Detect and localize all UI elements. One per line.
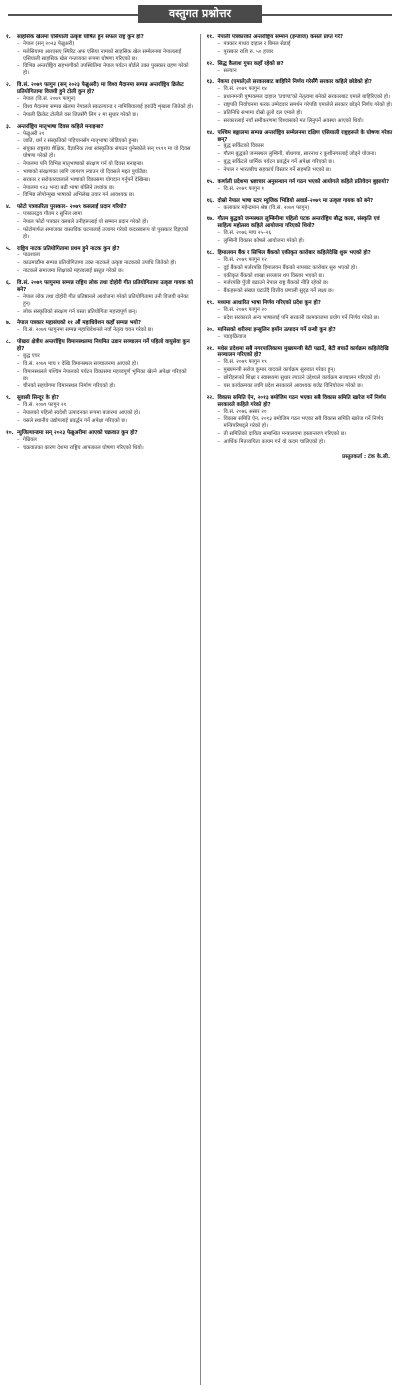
question-label: कर्णाली प्रदेशमा भ्रष्टाचार अनुसन्धान गर्न गठन भएको आयोगले कहिले प्रतिवेदन बुझायो?: [217, 178, 390, 185]
answer-line: – दुई बैंकको मर्जरपछि हिमालयन बैंकको नामबाट कारोबार सुरु भएको हो।: [218, 265, 395, 272]
answer-line: – नेपाल लोक तथा दोहोरी गीत प्रतिष्ठानले आयोजना गरेको प्रतियोगितामा उनी विजयी बनेका हुन्।: [17, 294, 194, 308]
question-item: [207, 300, 395, 322]
question-number: २०.: [206, 326, 215, 333]
answer-line: – लोक संस्कृतिको संरक्षण गर्न यस्ता प्रतियोगिता महत्त्वपूर्ण छन्।: [17, 309, 194, 316]
answer-line: – नेपालको पहिलो स्वदेशी उत्पादनका रूपमा बजारमा आएको हो।: [17, 410, 194, 417]
answer-line: – वि.सं. २०७६ असार २०: [218, 409, 395, 416]
question-text: [6, 339, 194, 353]
question-item: [207, 216, 395, 245]
answer-line: – चीनको सहयोगमा विमानस्थल निर्माण गरिएको हो।: [17, 383, 194, 390]
answer-line: – बुद्ध एयर: [17, 353, 194, 360]
question-text: [207, 327, 395, 334]
answer-block: [17, 252, 194, 275]
question-number: ४.: [6, 204, 11, 211]
answer-line: – गौतम बुद्धको जन्मस्थल लुम्बिनी, बोधगया, सारनाथ र कुशीनगरलाई जोड्ने योजना।: [218, 151, 395, 158]
answer-line: – भाषाको संरक्षणका लागि जागरण ल्याउन यो दिवसले मद्दत पुर्याउँछ।: [17, 169, 194, 176]
answer-block: [218, 230, 395, 245]
answer-block: [17, 437, 194, 452]
answer-line: – सरकार र सरोकारवालाले भाषाको विकासमा योगदान गर्नुपर्ने देखिन्छ।: [17, 177, 194, 184]
question-item: [207, 327, 395, 341]
answer-block: [218, 143, 395, 173]
question-number: १८.: [206, 249, 215, 256]
header: [0, 4, 400, 24]
answer-block: [17, 327, 194, 334]
answer-line: – नेपाल र भारतबीच सहकार्य विस्तार गर्ने सहमति भएको छ।: [218, 167, 395, 174]
answer-line: – वि.सं. २०७९ फागुन १४: [218, 86, 395, 93]
answer-line: – संयुक्त राष्ट्रसंघ शैक्षिक, वैज्ञानिक तथा सांस्कृतिक संगठन युनेस्कोले सन् १९९९ मा यो दिवस घोषणा गरेको हो।: [17, 146, 194, 160]
answer-line: – लुम्बिनी विकास कोषले आयोजना गरेको हो।: [218, 238, 395, 245]
answer-line: – वि.सं. २०७९ फागुन २१: [17, 402, 194, 409]
question-text: [207, 61, 395, 68]
answer-line: – नेपाल फोटो पत्रकार क्लबले उनीहरूलाई यो सम्मान प्रदान गरेको हो।: [17, 219, 194, 226]
answer-line: – पत्रकारद्वय गौतम र सुनिल लामा: [17, 211, 194, 218]
answer-line: – वि.सं. २०७९ माघ १ देखि विमानस्थल सञ्चालनमा आएको हो।: [17, 361, 194, 368]
question-item: [207, 250, 395, 295]
answer-block: [17, 131, 194, 200]
answer-line: – प्रदेश सरकारले अन्य भाषालाई पनि सरकारी कामकाजमा प्रयोग गर्ने निर्णय गरेको छ।: [218, 315, 395, 322]
question-number: १३.: [206, 79, 215, 86]
answer-line: – मलेसियामा आरएसए स्पिरिट अफ एसिया नामको साहसिक खेल सम्मेलनमा नेपाललाई एसियाली साहसिक खेल गन्तव्यका रूपमा घोषणा गरिएको छ।: [17, 49, 194, 63]
answer-line: – विभिन्न अन्तर्राष्ट्रिय सहभागीको उपस्थितिमा नेपाल पर्यटन बोर्डले उक्त पुरस्कार ग्रहण गरेको हो।: [17, 63, 194, 77]
answer-line: – प्रधानमन्त्री पुष्पकमल दाहाल 'प्रचण्ड'को नेतृत्वमा बनेको सरकारबाट एमाले बाहिरिएको हो।: [218, 94, 395, 101]
answer-line: – बैंकहरूको संख्या घटाउँदै वित्तीय प्रणाली सुदृढ गर्ने लक्ष्य छ।: [218, 288, 395, 295]
page-title: वस्तुगत प्रश्नोत्तर: [138, 5, 262, 23]
question-text: [6, 34, 194, 41]
answer-line: – प्याङ्क्रियाज: [218, 334, 395, 341]
answer-line: – वि.सं. २०७९ फागुन १९: [218, 359, 395, 366]
answer-line: – सल्यान: [218, 68, 395, 75]
question-item: [207, 198, 395, 212]
question-text: [207, 216, 395, 230]
question-label: न्युजिल्यान्डमा सन् २०२३ फेब्रुअरीमा आएको चक्रवात कुन हो?: [17, 429, 138, 436]
answer-block: [17, 41, 194, 77]
question-item: [6, 395, 194, 424]
question-number: १४.: [206, 129, 215, 136]
question-text: [207, 300, 395, 307]
question-text: [207, 346, 395, 360]
answer-block: [218, 86, 395, 124]
answer-line: – नेपाल (वि.सं. २०७९ फागुन): [17, 96, 194, 103]
question-item: [6, 34, 194, 77]
question-item: [6, 82, 194, 118]
column-divider: [200, 34, 201, 1385]
answer-line: – काठमाडौंमा सम्पन्न प्रतियोगितामा उक्त नाटकले उत्कृष्ट नाटकको उपाधि जितेको हो।: [17, 260, 194, 267]
answer-line: – वि.सं. २०७९ फागुन २०: [218, 307, 395, 314]
answer-block: [218, 186, 395, 193]
question-text: [207, 130, 395, 144]
answer-line: – चक्रवातका कारण देशमा राष्ट्रिय आपत्काल घोषणा गरिएको थियो।: [17, 445, 194, 452]
answer-line: – कलाकार महेन्द्रमान श्रेष्ठ (वि.सं. २०७९ फागुन): [218, 205, 395, 212]
question-number: २२.: [206, 394, 215, 401]
answer-line: – प्रतिनिधि सभामा दोस्रो ठूलो दल एमाले हो।: [218, 110, 395, 117]
answer-line: – नेपाली क्रिकेट टोलीले यस जितसँगै लिग २ मा सुधार गरेको छ।: [17, 112, 194, 119]
question-label: विकास समिति ऐन, २०१३ बमोजिम गठन भएका सबै विकास समिति खारेज गर्ने निर्णय सरकारले कहिले गरेको हो?: [217, 394, 386, 408]
question-item: [6, 124, 194, 200]
question-item: [207, 395, 395, 446]
answer-block: [17, 353, 194, 390]
question-number: १५.: [206, 178, 215, 185]
question-text: [207, 34, 395, 41]
columns: [6, 34, 394, 1385]
question-label: अन्तर्राष्ट्रिय मातृभाषा दिवस कहिले मनाइन्छ?: [17, 123, 104, 130]
answer-line: – नेपाल (सन् २०२३ फेब्रुअरी): [17, 41, 194, 48]
question-number: १६.: [206, 197, 215, 204]
answer-block: [17, 96, 194, 119]
question-item: [207, 130, 395, 174]
answer-block: [17, 211, 194, 240]
question-label: नेकपा (एमाले)ले सरकारबाट बाहिरिने निर्णय गरेसँगै सरकार कहिले छोडेको हो?: [217, 79, 372, 86]
question-label: सुवासी सिन्दूर के हो?: [17, 395, 60, 402]
question-label: वि.सं. २०७९ फागुनमा सम्पन्न राष्ट्रिय लोक तथा दोहोरी गीत प्रतियोगितामा उत्कृष्ट गायक को बने?: [17, 280, 194, 293]
question-number: १०.: [6, 429, 14, 436]
question-item: [6, 246, 194, 275]
question-label: मध्यमा आधारित भाषा निर्णय गरिएको प्रदेश कुन हो?: [217, 300, 321, 307]
question-text: [6, 280, 194, 294]
question-number: ११.: [206, 34, 215, 40]
question-item: [207, 346, 395, 390]
question-label: राष्ट्रिय नाटक प्रतियोगितामा प्रथम हुने नाटक कुन हो?: [17, 245, 120, 252]
question-label: पोखरा क्षेत्रीय अन्तर्राष्ट्रिय विमानस्थलमा नियमित उडान सञ्चालन गर्ने पहिलो वायुसेवा कुन हो?: [17, 339, 190, 353]
question-item: [6, 320, 194, 334]
question-item: [6, 204, 194, 240]
answer-line: – वि.सं. २०७६ माघ २५–२६: [218, 230, 395, 237]
question-number: ७.: [6, 320, 11, 327]
question-number: १२.: [206, 60, 215, 67]
question-number: ८.: [6, 339, 11, 346]
question-label: पश्चिम बङ्गालमा सम्पन्न अन्तर्राष्ट्रिय सम्मेलनमा दक्षिण एसियाली राष्ट्रहरूले के घोषणा गरेका छन्?: [217, 129, 393, 143]
question-item: [207, 34, 395, 56]
question-label: नेपाली पत्रकारको अन्तर्राष्ट्रिय सम्मान (इन्जाज) कसले प्राप्त गरे?: [217, 34, 344, 40]
question-text: [207, 395, 395, 409]
answer-block: [218, 205, 395, 212]
question-number: १९.: [206, 300, 215, 307]
answer-line: – यसले स्थानीय उद्योगलाई प्रवर्द्धन गर्ने अपेक्षा गरिएको छ।: [17, 418, 194, 425]
answer-line: – पाठशाला: [17, 252, 194, 259]
question-item: [6, 280, 194, 315]
answer-line: – वि.सं. २०७९ फागुन १२: [218, 257, 395, 264]
answer-line: – विभिन्न लोपोन्मुख भाषाको अभिलेख तयार गर्न आवश्यक छ।: [17, 192, 194, 199]
question-text: [207, 250, 395, 257]
answer-line: – फेब्रुअरी २१: [17, 131, 194, 138]
answer-block: [218, 68, 395, 75]
answer-line: – जाति, धर्म र संस्कृतिको पहिचानसँग मातृभाषा जोडिएको हुन्छ।: [17, 138, 194, 145]
answer-line: – मुख्यमन्त्री सरोज कुमार यादवले कार्यक्रम सुरुवात गरेका हुन्।: [218, 367, 395, 374]
answer-block: [218, 409, 395, 446]
question-text: [6, 430, 194, 437]
question-label: साहसिक खेलमा एसियाली उत्कृष्ट घोषित हुन सफल राष्ट्र कुन हो?: [17, 34, 144, 40]
question-label: वि.सं. २०७९ फागुन (सन् २०२३ फेब्रुअरी) मा विश्व मैदानमा सम्पन्न अन्तर्राष्ट्रिय क्रिकेट प्रतियोगितामा विजयी हुने टोली कुन हो?: [17, 82, 184, 96]
question-item: [207, 61, 395, 75]
answer-line: – यस कार्यक्रमका लागि प्रदेश सरकारले आवश्यक बजेट विनियोजन गरेको छ।: [218, 383, 395, 390]
answer-block: [218, 257, 395, 295]
answer-line: – बुद्ध सर्किटले धार्मिक पर्यटन प्रवर्द्धन गर्ने अपेक्षा गरिएको छ।: [218, 159, 395, 166]
answer-block: [218, 334, 395, 341]
answer-line: – ती समितिको दायित्व सम्बन्धित मन्त्रालयमा हस्तान्तरण गरिएको छ।: [218, 431, 395, 438]
question-item: [6, 430, 194, 452]
answer-line: – विकास समिति ऐन, २०१३ बमोजिम गठन भएका सबै विकास समिति खारेज गर्ने निर्णय मन्त्रिपरिषद्ले गरेको हो।: [218, 416, 395, 430]
question-number: २.: [6, 82, 11, 89]
answer-line: – सरकारलाई नयाँ समीकरणमा विश्वासको मत लिनुपर्ने अवस्था आएको थियो।: [218, 118, 395, 125]
answer-line: – पत्रकार माधव दाहाल र बिमल सेडाई: [218, 41, 395, 48]
answer-block: [218, 307, 395, 322]
question-text: [6, 246, 194, 253]
answer-line: – नेपालमा १२३ भन्दा बढी भाषा बोलिने तथ्यांक छ।: [17, 185, 194, 192]
answer-line: – छोरीहरूको शिक्षा र स्वास्थ्यमा सुधार ल्याउने उद्देश्यले कार्यक्रम सञ्चालन गरिएको हो।: [218, 375, 395, 382]
answer-block: [17, 402, 194, 425]
answer-line: – पुरस्कार राशि रु. ५० हजार: [218, 49, 395, 56]
answer-line: – मर्जरपछि पुँजी बढाउने नेपाल राष्ट्र बैंकको नीति रहेको छ।: [218, 280, 395, 287]
question-number: ३.: [6, 123, 11, 130]
question-text: [6, 124, 194, 131]
question-label: हिमालयन बैंक र सिभिल बैंकको एकीकृत कारोबार कहिलेदेखि शुरू भएको हो?: [217, 249, 371, 256]
answer-line: – वि.सं. २०७९ फागुनमा सम्पन्न महाधिवेशनले नयाँ नेतृत्व चयन गरेको छ।: [17, 327, 194, 334]
question-label: मधेस प्रदेशमा सबै नगरपालिकामा मुख्यमन्त्री बेटी पढाउँ, बेटी बचाउँ कार्यक्रम कहिलेदेखि सञ्चालन गरिएको हो?: [217, 345, 389, 359]
answer-line: – वि.सं. २०७९ फागुन १: [218, 186, 395, 193]
question-item: [6, 339, 194, 390]
question-number: ५.: [6, 245, 11, 252]
question-number: २१.: [206, 345, 215, 352]
answer-line: – विमानस्थलले पश्चिम नेपालको पर्यटन विकासमा महत्त्वपूर्ण भूमिका खेल्ने अपेक्षा गरिएको छ।: [17, 369, 194, 383]
answer-line: – गेब्रियल: [17, 437, 194, 444]
question-number: १.: [6, 34, 11, 40]
question-label: फोटो पत्रकारिता पुरस्कार– २०७९ कसलाई प्रदान गरियो?: [17, 204, 127, 211]
answer-line: – फोटोमार्फत समाजका वास्तविक घटनालाई उजागर गरेको कदरस्वरूप यो पुरस्कार दिइएको हो।: [17, 227, 194, 241]
footer-credit: प्रस्तुतकर्ता : टंक के.सी.: [342, 453, 390, 460]
question-text: [207, 179, 395, 186]
question-item: [207, 79, 395, 124]
question-number: ९.: [6, 395, 11, 402]
answer-line: – राष्ट्रपति निर्वाचनमा फरक उम्मेदवार समर्थन गरेपछि एमालेले सरकार छोड्ने निर्णय गरेको हो।: [218, 102, 395, 109]
question-label: गौतम बुद्धको जन्मस्थल लुम्बिनीमा पहिलो पटक अन्तर्राष्ट्रिय बौद्ध कला, संस्कृति एवं साहित्य महोत्सव कहिले आयोजना गरिएको थियो?: [217, 216, 380, 230]
answer-block: [17, 294, 194, 316]
question-label: दोस्रो नेपाल भाषा स्टार म्युजिक भिडियो अवार्ड–२०७९ मा उत्कृष्ट गायक को बने?: [217, 197, 374, 204]
answer-block: [218, 41, 395, 56]
question-label: सिद्ध कैलाश गुफा कहाँ रहेको छ?: [217, 60, 284, 67]
question-number: ६.: [6, 280, 11, 287]
right-column: [207, 34, 395, 1385]
answer-line: – विश्व मैदानमा सम्पन्न खेलमा नेपालले स्कटल्यान्ड र नामिबियालाई हराउँदै शृंखला जितेको हो।: [17, 104, 194, 111]
left-column: [6, 34, 194, 1385]
question-text: [207, 198, 395, 205]
question-number: १७.: [206, 216, 215, 223]
answer-line: – नेपालमा पनि विभिन्न मातृभाषाको संरक्षण गर्न यो दिवस मनाइन्छ।: [17, 161, 194, 168]
question-item: [207, 179, 395, 193]
answer-line: – आर्थिक मितव्ययिता कायम गर्न यो कदम चालिएको हो।: [218, 439, 395, 446]
question-text: [6, 82, 194, 96]
question-label: नेपाल पत्रकार महासंघको ११ औं महाधिवेशन कहाँ सम्पन्न भयो?: [17, 320, 142, 327]
answer-block: [218, 359, 395, 389]
answer-line: – नाटकले समाजमा शिक्षाको महत्त्वलाई प्रस्तुत गरेको छ।: [17, 268, 194, 275]
answer-line: – एकीकृत बैंकको शाखा सञ्जाल थप विस्तार भएको छ।: [218, 273, 395, 280]
answer-line: – बुद्ध सर्किटको विकास: [218, 143, 395, 150]
question-label: मानिसको शरीरमा इन्सुलिन हर्मोन उत्पादन गर्ने ग्रन्थी कुन हो?: [217, 326, 336, 333]
